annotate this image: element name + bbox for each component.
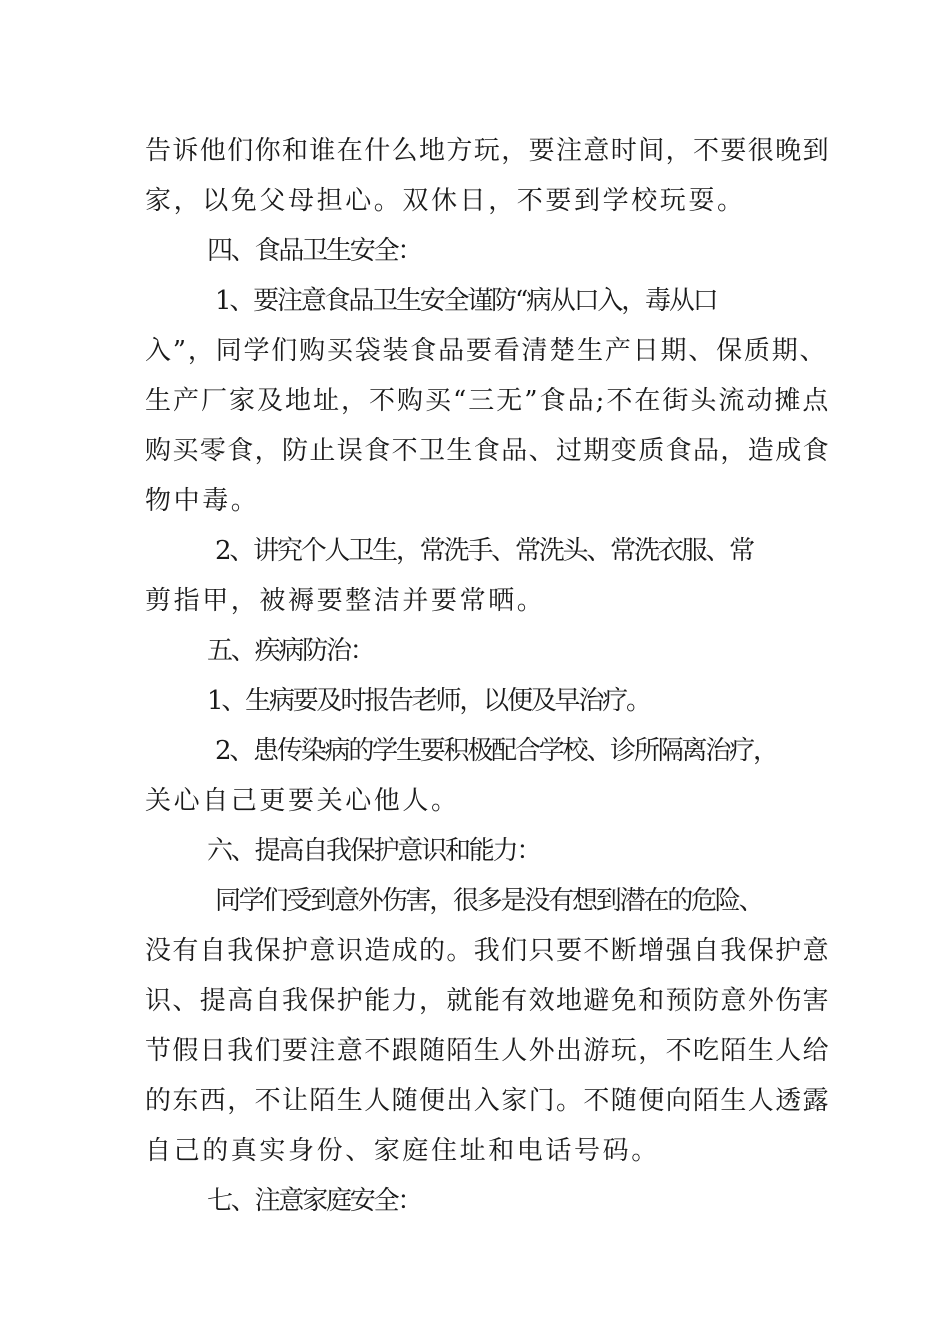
text-line: 自己的真实身份、家庭住址和电话号码。 (145, 1136, 660, 1166)
text-line: 2、患传染病的学生要积极配合学校、诊所隔离治疗， (215, 736, 777, 766)
section-heading-food-safety: 四、食品卫生安全： (207, 236, 422, 266)
section-heading-self-protection: 六、提高自我保护意识和能力： (207, 836, 541, 866)
text-line: 的东西，不让陌生人随便出入家门。不随便向陌生人透露 (145, 1086, 831, 1116)
text-line: 告诉他们你和谁在什么地方玩，要注意时间，不要很晚到 (145, 136, 831, 166)
text-line: 2、讲究个人卫生，常洗手、常洗头、常洗衣服、常 (215, 536, 753, 566)
text-line: 同学们受到意外伤害，很多是没有想到潜在的危险、 (215, 886, 763, 916)
text-line: 节假日我们要注意不跟随陌生人外出游玩，不吃陌生人给 (145, 1036, 831, 1066)
text-line: 物中毒。 (145, 486, 260, 516)
section-heading-disease-prevention: 五、疾病防治： (207, 636, 374, 666)
text-line: 家，以免父母担心。双休日，不要到学校玩耍。 (145, 186, 746, 216)
text-line: 剪指甲，被褥要整洁并要常晒。 (145, 586, 546, 616)
text-line: 1、要注意食品卫生安全谨防“病从口入，毒从口 (215, 286, 717, 316)
text-line: 购买零食，防止误食不卫生食品、过期变质食品，造成食 (145, 436, 831, 466)
text-line: 1、生病要及时报告老师，以便及早治疗。 (207, 686, 650, 716)
text-line: 关心自己更要关心他人。 (145, 786, 460, 816)
text-line: 识、提高自我保护能力，就能有效地避免和预防意外伤害 (145, 986, 831, 1016)
text-line: 没有自我保护意识造成的。我们只要不断增强自我保护意 (145, 936, 831, 966)
text-line: 入”，同学们购买袋装食品要看清楚生产日期、保质期、 (145, 336, 828, 366)
section-heading-home-safety: 七、注意家庭安全： (207, 1186, 422, 1216)
text-line: 生产厂家及地址，不购买“三无”食品;不在街头流动摊点 (145, 386, 831, 416)
